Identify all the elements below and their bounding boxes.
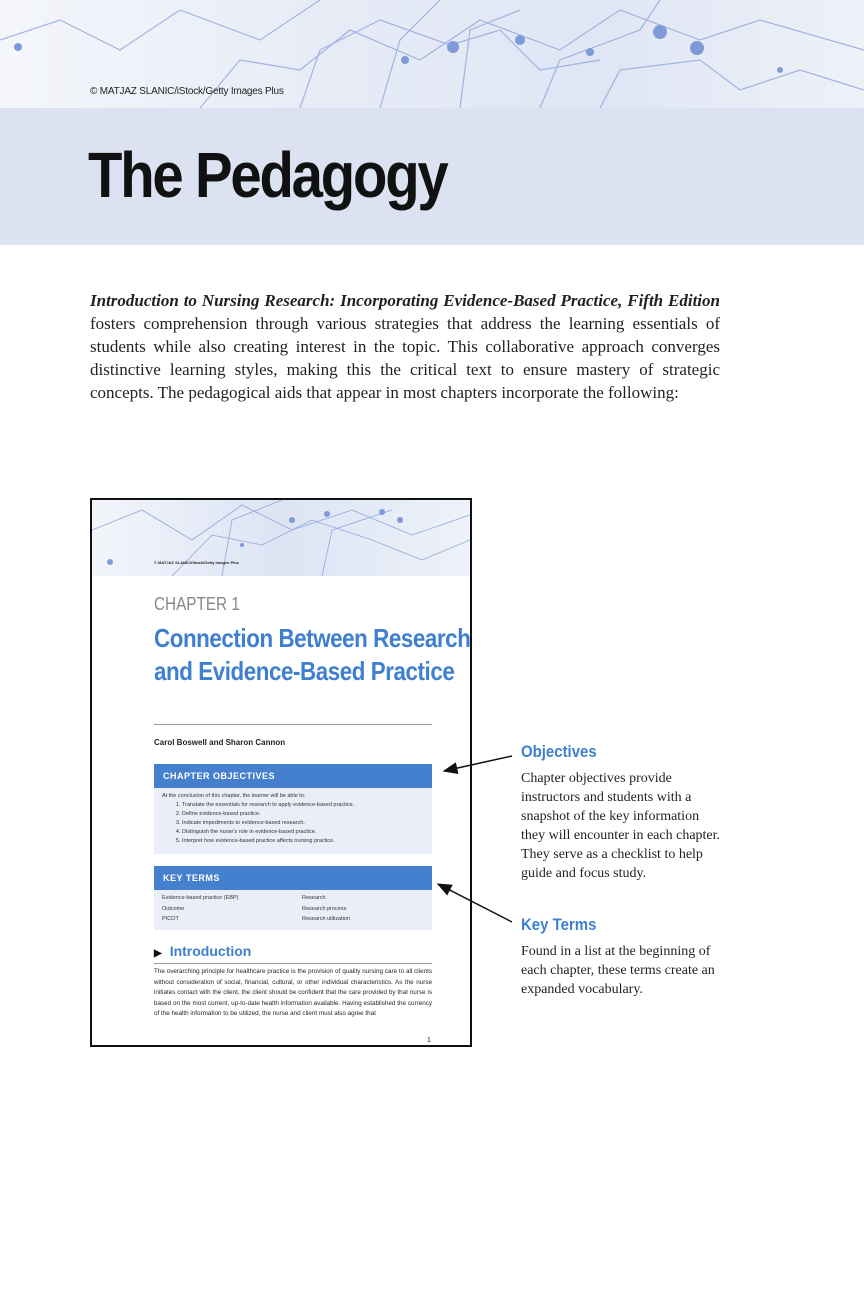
callout-text-key-terms: Found in a list at the beginning of each chapter, these terms create an expanded vocabulary. [521,944,715,997]
key-terms-header: KEY TERMS [154,866,432,890]
intro-text: fosters comprehension through various strategies that address the learning essentials of students while also creating interest in the topic. This collaborative approach converges distinctive learning styles, making this the critical text to ensure mastery of strategic concepts. The pedagogical aids that appear in most chapters incorporate the following: [90,314,720,402]
book-title: Introduction to Nursing Research: Incorporating Evidence-Based Practice, Fifth Edition [90,291,720,310]
callout-heading-objectives: Objectives [521,742,597,761]
objective-item: 1. Translate the essentials for research to apply evidence-based practice. [182,801,424,810]
key-term: PICOT [162,916,179,923]
triangle-bullet-icon: ▶ [154,948,162,959]
key-terms-arrow [438,884,512,922]
objective-item: 5. Interpret how evidence-based practice affects nursing practice. [182,837,424,846]
chapter-authors: Carol Boswell and Sharon Cannon [154,738,286,747]
objective-item: 2. Define evidence-based practice. [182,810,424,819]
callout-text-objectives: Chapter objectives provide instructors and students with a snapshot of the key information they will encounter in each chapter. They serve as a checklist to help guide and focus study. [521,771,721,881]
callout-heading-key-terms: Key Terms [521,915,597,934]
page-title: The Pedagogy [88,139,447,211]
key-term: Research [302,895,326,901]
page-number: 1 [427,1037,431,1044]
key-term: Research utilization [302,916,350,923]
objectives-arrow [444,756,512,771]
objectives-lead: At the conclusion of this chapter, the learner will be able to: [162,793,306,799]
section-heading-text: Introduction [169,943,252,959]
objectives-header: CHAPTER OBJECTIVES [154,764,432,788]
key-term: Outcome [162,905,185,912]
chapter-label: CHAPTER 1 [154,594,240,614]
objective-item: 4. Distinguish the nurse's role in evidence-based practice. [182,828,424,837]
objective-item: 3. Indicate impediments to evidence-based research. [182,819,424,828]
key-term: Research process [302,905,347,912]
key-term: Evidence-based practice (EBP) [162,895,239,901]
image-credit: © MATJAZ SLANIC/iStock/Getty Images Plus [90,86,284,97]
sample-credit: © MATJAZ SLANIC/iStock/Getty Images Plus [154,560,239,565]
chapter-title: Connection Between Research and Evidence-Based Practice [154,623,471,686]
section-text: The overarching principle for healthcare practice is the provision of quality nursing care to all clients without consideration of social, financial, cultural, or other individual characteristics. As the nurse initiates contact with the client, the client should be confident that the care provided by that nurse is based on the most current, up-to-date health information available. Having established the currency of the health information to be utilized, the nurse and client must also agree that [154,968,432,1017]
